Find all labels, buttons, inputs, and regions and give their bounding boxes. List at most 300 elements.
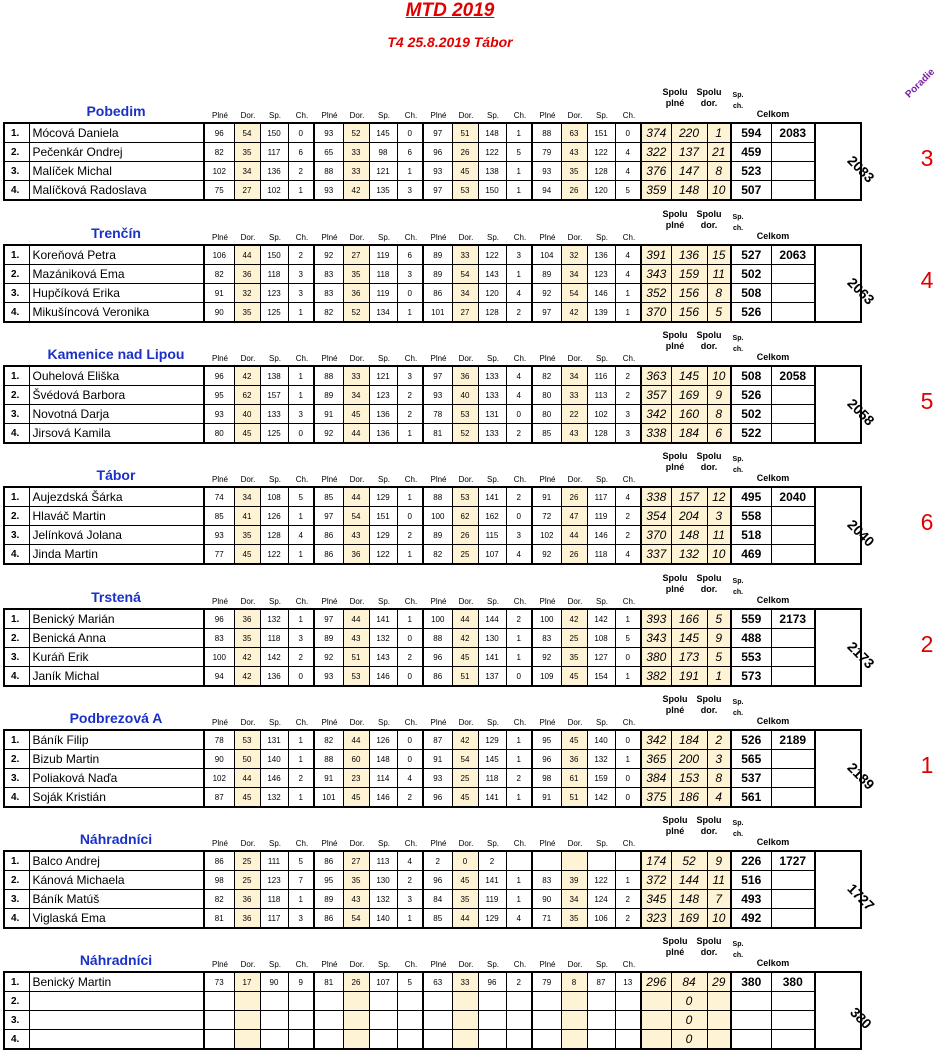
spolu-dor: 159 [671,265,707,284]
column-header-ch: Ch. [622,111,636,120]
player-number: 4. [4,788,29,808]
round-1-sp: 138 [260,366,288,386]
round-4-sp: 117 [587,487,615,507]
spolu-plne: 384 [641,769,671,788]
round-2-sp: 148 [369,750,397,769]
round-3-plne: 101 [423,303,452,323]
spolu-plne: 174 [641,851,671,871]
header-line: Sp. [732,335,744,342]
round-2-sp: 132 [369,629,397,648]
round-3-sp: 141 [478,871,506,890]
team-name: Náhradníci [79,831,153,847]
table-row [4,972,861,992]
round-2-dor: 33 [343,162,369,181]
round-1-plne: 82 [204,890,234,909]
round-4-plne: 90 [532,890,561,909]
round-4-ch: 2 [615,526,641,545]
round-4-plne: 80 [532,386,561,405]
empty-cell [771,648,815,667]
round-3-dor: 40 [452,386,478,405]
results-table [3,971,862,1050]
header-line: dor. [700,947,718,957]
round-3-dor: 45 [452,788,478,808]
round-1-sp [260,992,288,1011]
column-header-ch: Ch. [404,718,418,727]
table-row [4,366,861,386]
sp-ch: 21 [707,143,731,162]
round-4-ch [615,992,641,1011]
round-1-sp: 136 [260,667,288,687]
round-4-plne: 92 [532,545,561,565]
round-4-plne: 89 [532,265,561,284]
table-row [4,667,861,687]
player-celkom: 522 [731,424,771,444]
round-3-dor: 36 [452,366,478,386]
round-3-sp: 145 [478,750,506,769]
round-2-plne: 91 [314,769,343,788]
spolu-plne [641,1030,671,1050]
round-3-sp: 138 [478,162,506,181]
spolu-plne: 374 [641,123,671,143]
column-header-plne: Plné [539,233,556,242]
column-header-sp: Sp. [595,354,608,363]
header-line: Spolu [662,694,688,704]
player-number: 4. [4,909,29,929]
round-1-ch: 1 [288,303,314,323]
round-1-ch: 1 [288,507,314,526]
round-2-dor: 43 [343,890,369,909]
sp-ch: 10 [707,181,731,201]
team-name: Kamenice nad Lipou [47,346,185,362]
round-4-ch [615,1011,641,1030]
round-3-dor: 34 [452,284,478,303]
sp-ch: 5 [707,609,731,629]
team-name: Náhradníci [79,952,153,968]
column-header-plne: Plné [430,475,447,484]
round-4-sp: 127 [587,648,615,667]
round-1-dor: 25 [234,871,260,890]
column-header-ch: Ch. [295,233,309,242]
round-3-plne: 93 [423,162,452,181]
round-1-plne: 96 [204,609,234,629]
spolu-dor: 186 [671,788,707,808]
column-header-ch: Ch. [622,475,636,484]
header-line: Sp. [732,941,744,948]
spolu-plne: 382 [641,667,671,687]
sp-ch [707,1030,731,1050]
round-3-ch: 1 [506,648,532,667]
header-line: ch. [732,346,744,353]
team-block [0,573,944,695]
empty-cell [771,386,815,405]
column-header-sp: Sp. [377,354,390,363]
table-row [4,386,861,405]
results-table [3,608,862,687]
round-3-ch: 1 [506,123,532,143]
round-3-dor: 26 [452,526,478,545]
round-3-dor: 54 [452,750,478,769]
column-header-dor: Dor. [567,718,583,727]
column-header-dor: Dor. [240,597,256,606]
player-name: Kánová Michaela [29,871,204,890]
round-3-plne: 63 [423,972,452,992]
round-3-ch: 1 [506,629,532,648]
table-row [4,788,861,808]
player-name: Bizub Martin [29,750,204,769]
round-1-sp: 90 [260,972,288,992]
player-celkom: 493 [731,890,771,909]
player-number: 2. [4,386,29,405]
player-number: 4. [4,424,29,444]
player-celkom: 459 [731,143,771,162]
column-header-plne: Plné [321,960,338,969]
table-row [4,730,861,750]
round-4-plne [532,1011,561,1030]
player-name: Balco Andrej [29,851,204,871]
round-2-sp: 151 [369,507,397,526]
round-1-sp: 122 [260,545,288,565]
results-table [3,486,862,565]
round-2-sp: 121 [369,366,397,386]
round-1-plne: 87 [204,788,234,808]
team-rank: 3 [920,145,934,171]
round-3-ch: 1 [506,181,532,201]
round-2-plne: 85 [314,487,343,507]
player-number: 1. [4,851,29,871]
round-1-dor: 36 [234,609,260,629]
column-header-dor: Dor. [567,960,583,969]
team-total: 2083 [771,123,815,143]
sp-ch-header [727,939,749,961]
round-3-dor: 54 [452,265,478,284]
round-1-dor: 41 [234,507,260,526]
round-4-ch: 5 [615,181,641,201]
column-header-plne: Plné [430,718,447,727]
round-4-ch: 1 [615,667,641,687]
column-header-ch: Ch. [622,718,636,727]
round-1-ch: 1 [288,545,314,565]
header-line: ch. [732,589,744,596]
column-header-sp: Sp. [486,839,499,848]
spolu-dor: 132 [671,545,707,565]
round-1-plne: 90 [204,303,234,323]
round-2-plne: 83 [314,265,343,284]
round-2-plne: 89 [314,629,343,648]
round-1-sp: 117 [260,143,288,162]
round-2-plne [314,1030,343,1050]
column-header-sp: Sp. [595,839,608,848]
team-block [0,209,944,331]
player-celkom: 488 [731,629,771,648]
table-row [4,526,861,545]
player-celkom: 526 [731,730,771,750]
sp-ch: 9 [707,629,731,648]
column-header-ch: Ch. [404,839,418,848]
round-4-ch: 2 [615,909,641,929]
spolu-dor: 156 [671,284,707,303]
player-name: Novotná Darja [29,405,204,424]
empty-cell [771,303,815,323]
round-4-ch: 1 [615,609,641,629]
empty-cell [771,909,815,929]
round-1-dor: 45 [234,788,260,808]
column-header-sp: Sp. [268,960,281,969]
round-2-sp: 146 [369,667,397,687]
team-block [0,694,944,816]
header-line: plné [665,341,685,351]
player-celkom: 553 [731,648,771,667]
round-4-ch [615,1030,641,1050]
spolu-dor: 0 [671,1030,707,1050]
round-3-plne: 86 [423,667,452,687]
column-header-dor: Dor. [349,960,365,969]
round-3-dor: 44 [452,909,478,929]
round-4-ch: 4 [615,265,641,284]
round-4-sp: 154 [587,667,615,687]
column-header-dor: Dor. [240,111,256,120]
round-1-plne: 86 [204,851,234,871]
round-3-plne: 2 [423,851,452,871]
round-3-ch: 4 [506,909,532,929]
header-line: dor. [700,341,718,351]
column-header-dor: Dor. [349,475,365,484]
player-celkom: 508 [731,366,771,386]
player-number: 3. [4,1011,29,1030]
round-4-ch: 0 [615,788,641,808]
column-header-ch: Ch. [404,111,418,120]
team-name: Podbrezová A [69,710,163,726]
round-1-dor: 35 [234,526,260,545]
spolu-dor: 148 [671,181,707,201]
round-2-plne: 92 [314,424,343,444]
spolu-plne: 343 [641,629,671,648]
team-total: 2063 [771,245,815,265]
column-header-ch: Ch. [622,233,636,242]
round-1-ch: 9 [288,972,314,992]
column-header-dor: Dor. [349,354,365,363]
player-number: 2. [4,992,29,1011]
round-2-plne: 82 [314,730,343,750]
round-4-dor: 25 [561,629,587,648]
column-header-plne: Plné [539,597,556,606]
round-1-sp: 118 [260,265,288,284]
round-1-plne: 78 [204,730,234,750]
round-1-ch [288,992,314,1011]
table-row [4,245,861,265]
sp-ch: 5 [707,303,731,323]
player-number: 3. [4,890,29,909]
round-3-sp: 130 [478,629,506,648]
round-2-dor: 43 [343,629,369,648]
player-number: 1. [4,609,29,629]
round-2-plne [314,1011,343,1030]
round-3-plne: 96 [423,648,452,667]
round-4-dor: 35 [561,162,587,181]
round-2-sp: 129 [369,487,397,507]
player-number: 1. [4,123,29,143]
player-number: 4. [4,667,29,687]
team-rank: 5 [920,388,934,414]
spolu-plne: 338 [641,424,671,444]
round-2-ch [397,1011,423,1030]
player-celkom: 559 [731,609,771,629]
table-row [4,750,861,769]
column-header-plne: Plné [430,960,447,969]
round-3-dor: 42 [452,730,478,750]
sp-ch: 8 [707,405,731,424]
spolu-dor: 204 [671,507,707,526]
round-3-plne: 78 [423,405,452,424]
round-1-sp [260,1011,288,1030]
round-3-ch: 0 [506,405,532,424]
round-3-plne: 84 [423,890,452,909]
round-2-ch: 1 [397,545,423,565]
player-number: 3. [4,284,29,303]
round-4-dor: 54 [561,284,587,303]
round-2-plne: 93 [314,667,343,687]
round-1-plne: 94 [204,667,234,687]
round-1-dor: 35 [234,629,260,648]
spolu-plne: 363 [641,366,671,386]
round-3-sp: 143 [478,265,506,284]
round-1-plne: 81 [204,909,234,929]
round-4-plne: 80 [532,405,561,424]
round-2-plne: 101 [314,788,343,808]
celkom-header: Celkom [756,837,790,847]
spolu-plne: 338 [641,487,671,507]
round-1-ch: 5 [288,851,314,871]
round-4-sp: 102 [587,405,615,424]
round-2-dor [343,1030,369,1050]
round-1-sp: 142 [260,648,288,667]
round-4-plne: 91 [532,788,561,808]
header-line: Spolu [696,694,722,704]
round-2-sp: 141 [369,609,397,629]
round-2-dor: 27 [343,245,369,265]
player-celkom: 537 [731,769,771,788]
round-3-ch: 1 [506,162,532,181]
round-2-dor: 54 [343,507,369,526]
round-1-sp: 117 [260,909,288,929]
round-3-ch: 1 [506,788,532,808]
column-header-plne: Plné [211,233,228,242]
round-2-dor: 26 [343,972,369,992]
round-2-sp [369,1030,397,1050]
column-header-sp: Sp. [486,354,499,363]
column-header-dor: Dor. [567,111,583,120]
column-header-sp: Sp. [486,718,499,727]
sp-ch: 11 [707,871,731,890]
player-number: 1. [4,730,29,750]
column-header-sp: Sp. [377,718,390,727]
round-2-plne: 65 [314,143,343,162]
player-number: 2. [4,871,29,890]
round-3-dor: 45 [452,871,478,890]
round-4-dor: 22 [561,405,587,424]
round-1-ch: 3 [288,405,314,424]
table-row [4,871,861,890]
header-line: dor. [700,705,718,715]
column-header-dor: Dor. [458,475,474,484]
round-4-dor [561,851,587,871]
player-name: Hlaváč Martin [29,507,204,526]
player-celkom: 565 [731,750,771,769]
player-number: 1. [4,972,29,992]
player-name: Hupčíková Erika [29,284,204,303]
round-4-ch: 4 [615,245,641,265]
spolu-dor: 0 [671,992,707,1011]
player-celkom: 573 [731,667,771,687]
sp-ch: 3 [707,750,731,769]
table-row [4,609,861,629]
round-3-sp: 120 [478,284,506,303]
round-1-dor: 34 [234,162,260,181]
round-2-dor: 44 [343,730,369,750]
round-4-plne [532,992,561,1011]
column-header-dor: Dor. [458,111,474,120]
round-4-sp: 87 [587,972,615,992]
round-1-dor: 44 [234,769,260,788]
header-line: Sp. [732,699,744,706]
round-4-dor: 35 [561,648,587,667]
table-row [4,405,861,424]
round-3-sp [478,1030,506,1050]
empty-cell [771,992,815,1011]
round-4-ch: 1 [615,303,641,323]
sp-ch-header [727,576,749,598]
header-line: Spolu [662,573,688,583]
round-1-dor: 25 [234,851,260,871]
round-3-dor: 35 [452,890,478,909]
spolu-plne: 354 [641,507,671,526]
spolu-plne-header [660,87,690,109]
header-line: ch. [732,103,744,110]
spolu-plne: 323 [641,909,671,929]
column-header-sp: Sp. [377,960,390,969]
player-name: Báník Matúš [29,890,204,909]
round-3-dor: 51 [452,123,478,143]
round-2-plne: 97 [314,507,343,526]
sp-ch: 4 [707,788,731,808]
round-2-ch [397,1030,423,1050]
column-header-sp: Sp. [486,597,499,606]
spolu-plne: 372 [641,871,671,890]
round-4-sp: 116 [587,366,615,386]
team-block [0,815,944,937]
header-line: ch. [732,952,744,959]
table-row [4,909,861,929]
spolu-dor-header [692,209,726,231]
round-1-sp: 123 [260,284,288,303]
column-header-dor: Dor. [567,475,583,484]
spolu-plne-header [660,815,690,837]
column-header-plne: Plné [539,960,556,969]
round-1-dor: 45 [234,424,260,444]
spolu-dor: 169 [671,386,707,405]
round-1-plne: 83 [204,629,234,648]
round-1-sp: 123 [260,871,288,890]
round-4-plne: 91 [532,487,561,507]
round-1-dor: 40 [234,405,260,424]
round-4-dor: 34 [561,890,587,909]
round-4-dor: 8 [561,972,587,992]
empty-cell [771,143,815,162]
round-2-ch: 0 [397,123,423,143]
column-header-ch: Ch. [295,960,309,969]
round-2-ch: 2 [397,386,423,405]
column-header-sp: Sp. [268,354,281,363]
column-header-plne: Plné [321,111,338,120]
